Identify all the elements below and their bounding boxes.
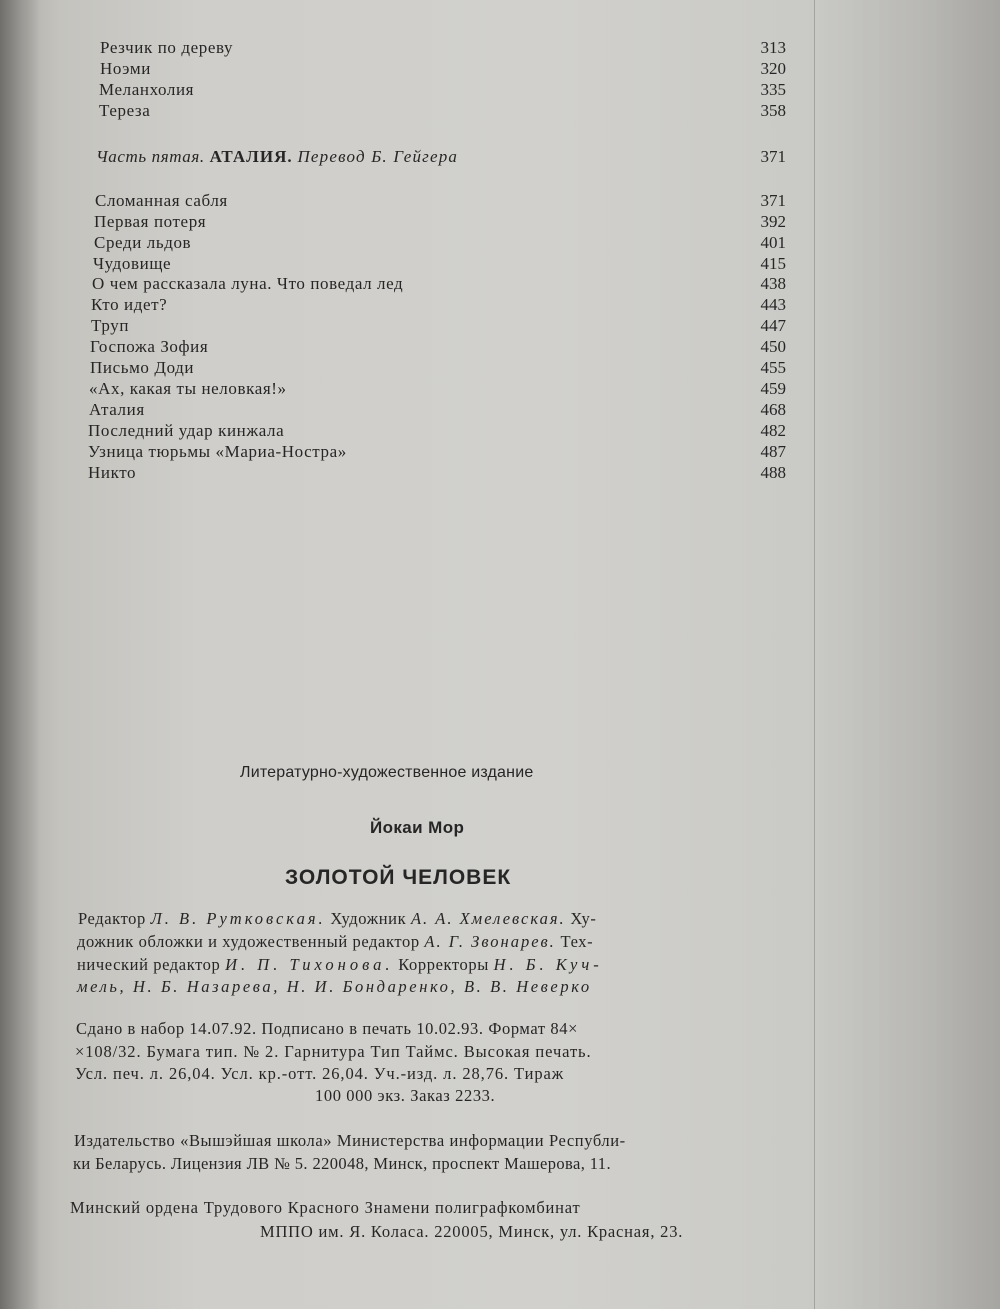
toc-entry-page: 488 xyxy=(760,463,786,482)
toc-entry xyxy=(0,212,1000,234)
credits-role: Ху- xyxy=(570,909,597,928)
part-name: АТАЛИЯ. xyxy=(209,147,293,166)
credits-line: мель, Н. Б. Назарева, Н. И. Бондаренко, В. В. Неверко xyxy=(77,977,592,996)
toc-entry-page: 313 xyxy=(760,38,786,57)
toc-entry-page: 320 xyxy=(760,59,786,78)
toc-entry-title: Узница тюрьмы «Мариа-Нострa» xyxy=(88,442,347,461)
publisher-line: ки Беларусь. Лицензия ЛВ № 5. 220048, Минск, проспект Машерова, 11. xyxy=(73,1154,611,1173)
toc-entry-title: Среди льдов xyxy=(94,233,192,252)
publisher-line: Издательство «Вышэйшая школа» Министерства информации Республи- xyxy=(74,1131,626,1150)
toc-entry xyxy=(0,337,1000,359)
part-label: Часть пятая. xyxy=(96,147,205,166)
part-heading-text xyxy=(96,147,458,167)
part-heading-page: 371 xyxy=(760,147,786,166)
toc-entry-page: 455 xyxy=(760,358,786,377)
print-info-line: 100 000 экз. Заказ 2233. xyxy=(315,1086,496,1105)
toc-entry xyxy=(0,59,1000,81)
part-translator: Перевод Б. Гейгера xyxy=(297,147,459,166)
print-info-line: Сдано в набор 14.07.92. Подписано в печать 10.02.93. Формат 84× xyxy=(76,1019,578,1038)
toc-entry xyxy=(0,400,1000,422)
toc-entry xyxy=(0,191,1000,213)
part-heading xyxy=(0,147,1000,169)
toc-entry-page: 487 xyxy=(760,442,786,461)
toc-entry-title: Тереза xyxy=(99,101,151,120)
credits-person: Л. В. Рутковская. xyxy=(150,909,326,928)
toc-entry-page: 443 xyxy=(760,295,786,314)
toc-entry xyxy=(0,442,1000,464)
toc-entry xyxy=(0,38,1000,60)
toc-entry-title: О чем рассказала луна. Что поведал лед xyxy=(92,274,404,293)
toc-entry-page: 401 xyxy=(760,233,786,252)
toc-entry-title: Меланхолия xyxy=(99,80,195,99)
credits-person: А. А. Хмелевская. xyxy=(410,909,566,928)
credits-role: Тех- xyxy=(560,932,594,951)
credits-role: дожник обложки и художественный редактор xyxy=(77,932,420,951)
toc-entry-page: 447 xyxy=(760,316,786,335)
toc-entry xyxy=(0,379,1000,401)
credits-line xyxy=(77,955,603,975)
toc-entry-page: 392 xyxy=(760,212,786,231)
toc-entry-title: Никто xyxy=(88,463,137,482)
edition-type: Литературно-художественное издание xyxy=(240,764,534,781)
toc-entry-page: 459 xyxy=(760,379,786,398)
toc-entry xyxy=(0,254,1000,276)
printer-line: МППО им. Я. Коласа. 220005, Минск, ул. Красная, 23. xyxy=(260,1222,684,1241)
credits-person: А. Г. Звонарев. xyxy=(424,932,556,951)
author-name: Йокаи Мор xyxy=(370,818,465,837)
credits-role: Художник xyxy=(330,909,407,928)
toc-entry xyxy=(0,80,1000,102)
credits-line xyxy=(77,932,593,952)
toc-entry xyxy=(0,358,1000,380)
toc-entry xyxy=(0,463,1000,485)
toc-entry xyxy=(0,295,1000,317)
toc-entry xyxy=(0,316,1000,338)
credits-person: И. П. Тихонова. xyxy=(225,955,394,974)
credits-role: нический редактор xyxy=(77,955,221,974)
toc-entry-page: 468 xyxy=(760,400,786,419)
toc-entry-page: 450 xyxy=(760,337,786,356)
toc-entry xyxy=(0,421,1000,443)
toc-entry-title: Резчик по дереву xyxy=(100,38,234,57)
toc-entry-page: 358 xyxy=(760,101,786,120)
credits-person: Н. Б. Куч- xyxy=(493,955,603,974)
toc-entry xyxy=(0,274,1000,296)
credits-role: Редактор xyxy=(78,909,146,928)
toc-entry-title: Последний удар кинжала xyxy=(88,421,285,440)
credits-role: Корректоры xyxy=(398,955,489,974)
toc-entry-page: 335 xyxy=(760,80,786,99)
print-info-line: Усл. печ. л. 26,04. Усл. кр.-отт. 26,04. Уч.-изд. л. 28,76. Тираж xyxy=(75,1064,565,1083)
toc-entry-title: Первая потеря xyxy=(94,212,207,231)
toc-entry-title: Сломанная сабля xyxy=(95,191,228,210)
toc-entry-title: Чудовище xyxy=(93,254,172,273)
toc-entry-page: 482 xyxy=(760,421,786,440)
toc-entry-title: Кто идет? xyxy=(91,295,168,314)
toc-entry xyxy=(0,101,1000,123)
toc-entry-title: Труп xyxy=(91,316,130,335)
print-info-line: ×108/32. Бумага тип. № 2. Гарнитура Тип Таймс. Высокая печать. xyxy=(75,1042,592,1061)
toc-entry-title: Аталия xyxy=(89,400,145,419)
printer-line: Минский ордена Трудового Красного Знамени полиграфкомбинат xyxy=(70,1198,581,1217)
credits-line xyxy=(78,909,596,929)
toc-entry-page: 415 xyxy=(760,254,786,273)
toc-entry-page: 371 xyxy=(760,191,786,210)
toc-entry-title: Госпожа Зофия xyxy=(90,337,209,356)
toc-entry-title: Ноэми xyxy=(100,59,151,78)
toc-entry-page: 438 xyxy=(760,274,786,293)
toc-entry-title: Письмо Доди xyxy=(90,358,195,377)
toc-entry-title: «Ах, какая ты неловкая!» xyxy=(89,379,287,398)
toc-entry xyxy=(0,233,1000,255)
book-title: ЗОЛОТОЙ ЧЕЛОВЕК xyxy=(285,866,512,889)
